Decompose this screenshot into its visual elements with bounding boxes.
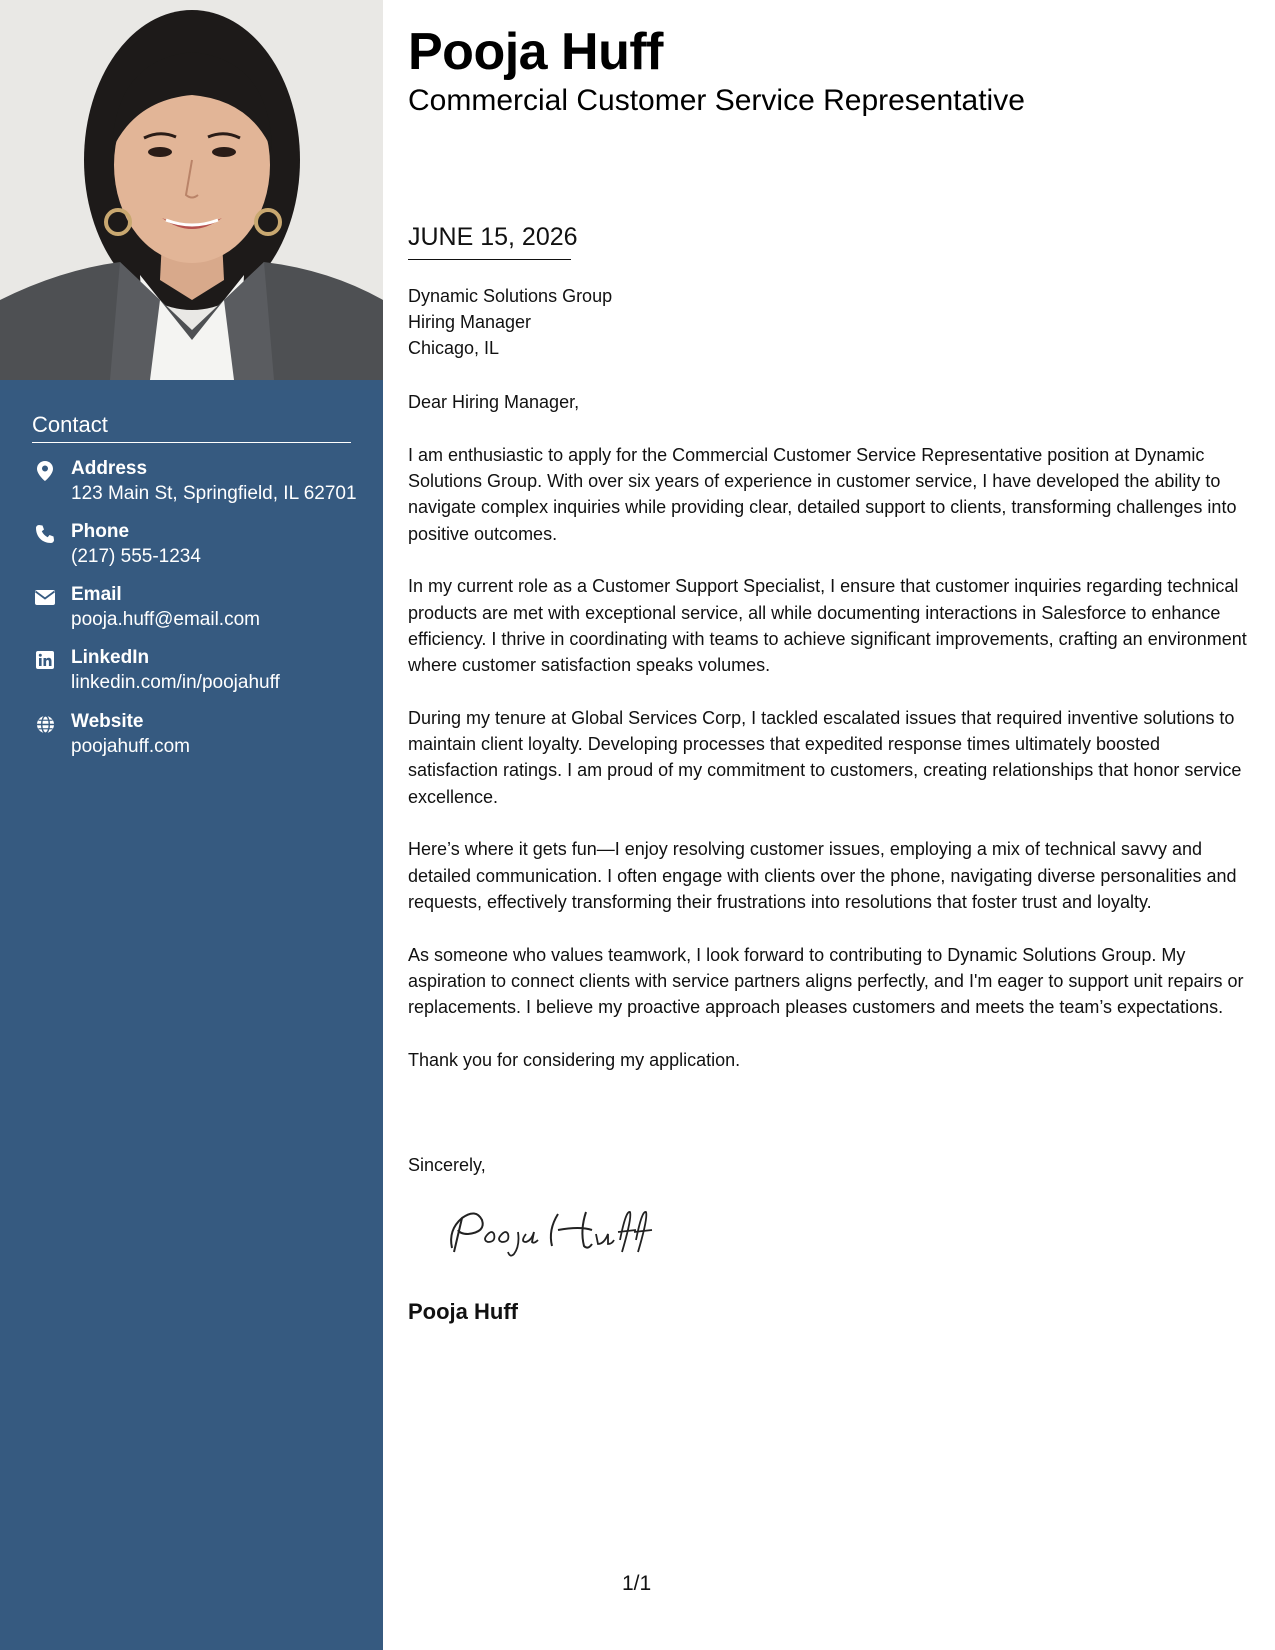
contact-label-linkedin: LinkedIn [71, 647, 150, 668]
recipient-block [408, 283, 612, 361]
closing: Sincerely, [408, 1155, 486, 1175]
letter-date: JUNE 15, 2026 [408, 223, 571, 260]
contact-value-email[interactable]: pooja.huff@email.com [71, 609, 260, 630]
contact-label-website: Website [71, 711, 144, 732]
job-title: Commercial Customer Service Representative [408, 84, 1025, 117]
contact-label-phone: Phone [71, 521, 130, 542]
envelope-icon [32, 586, 58, 608]
linkedin-icon [32, 649, 58, 671]
paragraph-1: I am enthusiastic to apply for the Commercial Customer Service Representative position at Dynamic Solutions Group. With over six years of experience in customer service, I have developed the ability to navigate complex inquiries while providing clear, detailed support to clients, transforming challenges into positive outcomes. [408, 444, 1237, 544]
location-pin-icon [32, 460, 58, 482]
recipient-location: Chicago, IL [408, 338, 500, 358]
greeting: Dear Hiring Manager, [408, 392, 580, 412]
applicant-name: Pooja Huff [408, 23, 663, 81]
profile-photo [0, 0, 383, 380]
letter-body [408, 389, 1253, 1100]
contact-address [32, 458, 372, 510]
paragraph-6: Thank you for considering my application. [408, 1049, 741, 1070]
contact-email [32, 584, 372, 636]
page-number: 1/1 [622, 1572, 652, 1595]
contact-value-address: 123 Main St, Springfield, IL 62701 [71, 483, 357, 504]
contact-label-email: Email [71, 584, 122, 605]
paragraph-4: Here’s where it gets fun—I enjoy resolving customer issues, employing a mix of technical savvy and detailed communication. I often engage with clients over the phone, navigating diverse personalities and requests, effectively transforming their frustrations into resolutions that foster trust and loyalty. [408, 839, 1237, 913]
recipient-company: Dynamic Solutions Group [408, 286, 613, 306]
contact-phone [32, 521, 372, 573]
phone-icon [32, 523, 58, 545]
signer-name: Pooja Huff [408, 1299, 518, 1324]
recipient-role: Hiring Manager [408, 312, 532, 332]
contact-label-address: Address [71, 458, 148, 479]
globe-icon [32, 713, 58, 735]
paragraph-5: As someone who values teamwork, I look forward to contributing to Dynamic Solutions Group. My aspiration to connect clients with service partners aligns perfectly, and I'm eager to support unit repairs or replacements. I believe my proactive approach pleases customers and meets the team’s expectations. [408, 944, 1244, 1018]
portrait-illustration [0, 0, 383, 380]
contact-value-website[interactable]: poojahuff.com [71, 736, 191, 757]
contact-value-linkedin[interactable]: linkedin.com/in/poojahuff [71, 672, 280, 693]
contact-website [32, 711, 372, 763]
signature-image [440, 1200, 660, 1260]
paragraph-2: In my current role as a Customer Support Specialist, I ensure that customer inquiries regarding technical products are met with exceptional service, all while documenting interactions in Salesforce to enhance efficiency. I thrive in coordinating with teams to achieve significant improvements, crafting an environment where customer satisfaction speaks volumes. [408, 576, 1247, 676]
contact-linkedin [32, 647, 372, 699]
paragraph-3: During my tenure at Global Services Corp, I tackled escalated issues that required inventive solutions to maintain client loyalty. Developing processes that expedited response times ultimately boosted satisfaction ratings. I am proud of my commitment to customers, creating relationships that honor service excellence. [408, 707, 1242, 807]
sidebar [0, 0, 383, 1650]
contact-section-title: Contact [32, 412, 351, 443]
contact-value-phone: (217) 555-1234 [71, 546, 201, 567]
